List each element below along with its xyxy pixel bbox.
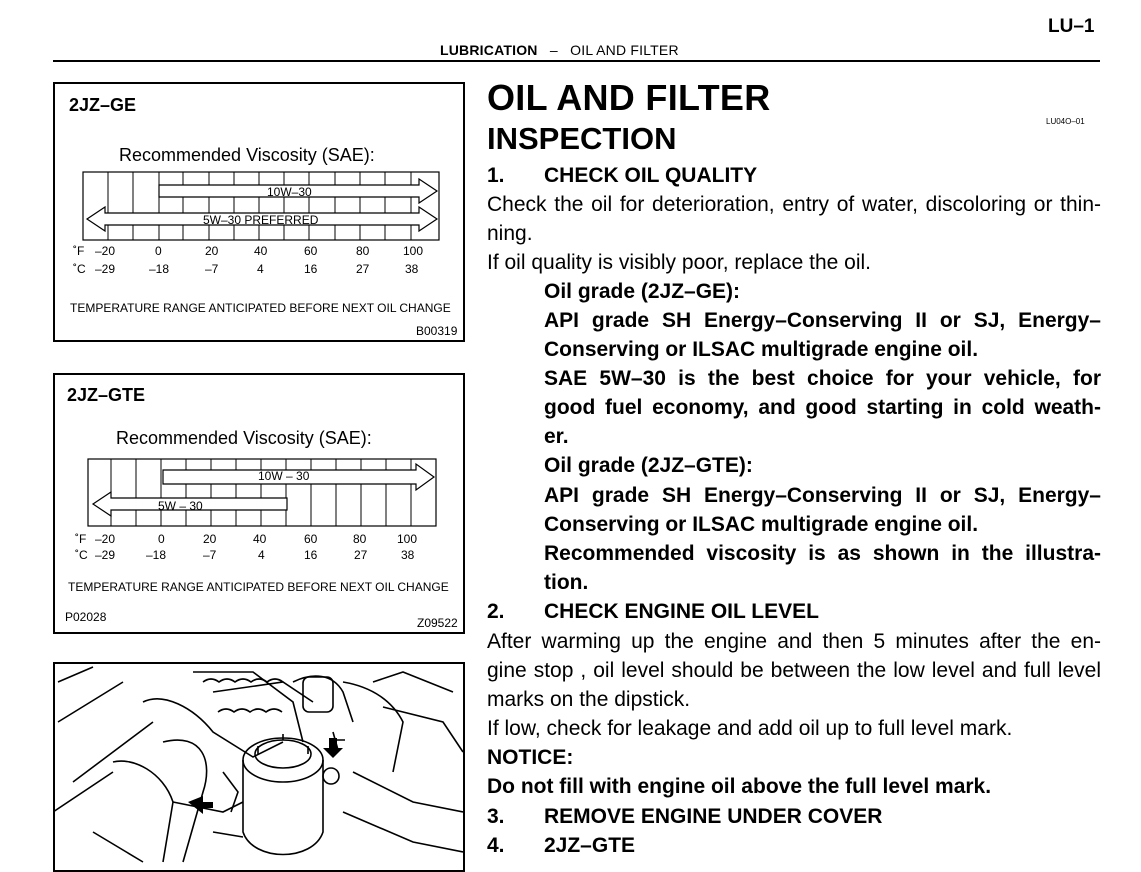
figure-engine-label: 2JZ–GTE	[67, 385, 146, 405]
body-text: If oil quality is visibly poor, replace the oil.	[487, 251, 872, 274]
body-text-bold: Conserving or ILSAC multigrade engine oil.	[544, 338, 979, 361]
figure-caption: TEMPERATURE RANGE ANTICIPATED BEFORE NEXT OIL CHANGE	[70, 301, 451, 315]
f-tick: 20	[203, 532, 217, 546]
fahrenheit-label: ˚F	[73, 244, 85, 258]
engine-illustration	[53, 662, 465, 872]
notice-label: NOTICE:	[487, 746, 574, 769]
f-tick: 100	[397, 532, 418, 546]
body-text: gine stop , oil level should be between the low level and full level	[487, 659, 1101, 682]
celsius-label: ˚C	[73, 262, 86, 276]
c-tick: 4	[257, 262, 264, 276]
body-text: ning.	[487, 222, 533, 245]
c-tick: 4	[258, 548, 265, 562]
body-text-bold: er.	[544, 425, 569, 448]
body-text: After warming up the engine and then 5 minutes after the en-	[487, 630, 1101, 653]
figure-engine-label: 2JZ–GE	[69, 95, 137, 115]
c-tick: –18	[146, 548, 167, 562]
f-tick: 40	[253, 532, 267, 546]
f-tick: –20	[95, 244, 116, 258]
page-title: OIL AND FILTER	[487, 77, 771, 118]
f-tick: 80	[356, 244, 370, 258]
header-dash: –	[549, 42, 558, 58]
arrow-label-5w30: 5W–30 PREFERRED	[203, 213, 319, 227]
f-tick: 0	[155, 244, 162, 258]
page-number: LU–1	[1048, 16, 1095, 37]
body-text-bold: API grade SH Energy–Conserving II or SJ, Energy–	[544, 484, 1101, 507]
arrow-label-10w30: 10W–30	[267, 185, 312, 199]
f-tick: 80	[353, 532, 367, 546]
f-tick: 60	[304, 244, 318, 258]
body-text-bold: Conserving or ILSAC multigrade engine oil.	[544, 513, 979, 536]
viscosity-figure-gte	[53, 373, 465, 634]
step-number: 2.	[487, 600, 505, 623]
step-number: 3.	[487, 805, 505, 828]
step-title: CHECK OIL QUALITY	[544, 164, 758, 187]
f-tick: 40	[254, 244, 268, 258]
body-text: If low, check for leakage and add oil up to full level mark.	[487, 717, 1013, 740]
c-tick: –29	[95, 262, 116, 276]
figure-code-left: P02028	[65, 610, 107, 624]
notice-text: Do not fill with engine oil above the full level mark.	[487, 775, 992, 798]
running-header	[440, 42, 679, 58]
header-section: LUBRICATION	[440, 42, 538, 58]
c-tick: 16	[304, 262, 318, 276]
celsius-label: ˚C	[75, 548, 88, 562]
body-text-bold: SAE 5W–30 is the best choice for your vehicle, for	[544, 367, 1101, 390]
figure-code: B00319	[416, 324, 458, 338]
body-text: marks on the dipstick.	[487, 688, 691, 711]
header-topic: OIL AND FILTER	[570, 42, 679, 58]
c-tick: –7	[203, 548, 217, 562]
step-title: CHECK ENGINE OIL LEVEL	[544, 600, 819, 623]
c-tick: –18	[149, 262, 170, 276]
indicator-arrow	[188, 796, 213, 814]
body-text-bold: tion.	[544, 571, 589, 594]
step-number: 4.	[487, 834, 505, 857]
f-tick: –20	[95, 532, 116, 546]
header-rule	[53, 60, 1100, 62]
figure-caption: TEMPERATURE RANGE ANTICIPATED BEFORE NEXT OIL CHANGE	[68, 580, 449, 594]
figure-title: Recommended Viscosity (SAE):	[119, 145, 375, 165]
body-text-bold: API grade SH Energy–Conserving II or SJ, Energy–	[544, 309, 1101, 332]
step-title: REMOVE ENGINE UNDER COVER	[544, 805, 883, 828]
f-tick: 0	[158, 532, 165, 546]
f-tick: 20	[205, 244, 219, 258]
reference-code: LU04O–01	[1046, 117, 1085, 126]
f-tick: 60	[304, 532, 318, 546]
fahrenheit-label: ˚F	[75, 532, 87, 546]
oil-grade-heading: Oil grade (2JZ–GE):	[544, 280, 741, 303]
c-tick: 38	[401, 548, 415, 562]
c-tick: –29	[95, 548, 116, 562]
step-title: 2JZ–GTE	[544, 834, 636, 857]
viscosity-chart	[53, 373, 465, 634]
section-subtitle: INSPECTION	[487, 121, 677, 156]
viscosity-figure-ge	[53, 82, 465, 342]
arrow-label-5w30: 5W – 30	[158, 499, 203, 513]
c-tick: –7	[205, 262, 219, 276]
body-text: Check the oil for deterioration, entry of water, discoloring or thin-	[487, 193, 1101, 216]
indicator-arrow	[323, 738, 343, 758]
body-text-bold: good fuel economy, and good starting in cold weath-	[544, 396, 1101, 419]
figure-title: Recommended Viscosity (SAE):	[116, 428, 372, 448]
c-tick: 16	[304, 548, 318, 562]
c-tick: 38	[405, 262, 419, 276]
figure-code-right: Z09522	[417, 616, 458, 630]
engine-drawing	[53, 662, 465, 872]
body-text-bold: Recommended viscosity is as shown in the illustra-	[544, 542, 1101, 565]
arrow-label-10w30: 10W – 30	[258, 469, 310, 483]
step-number: 1.	[487, 164, 505, 187]
f-tick: 100	[403, 244, 424, 258]
oil-grade-heading: Oil grade (2JZ–GTE):	[544, 454, 753, 477]
c-tick: 27	[356, 262, 370, 276]
c-tick: 27	[354, 548, 368, 562]
